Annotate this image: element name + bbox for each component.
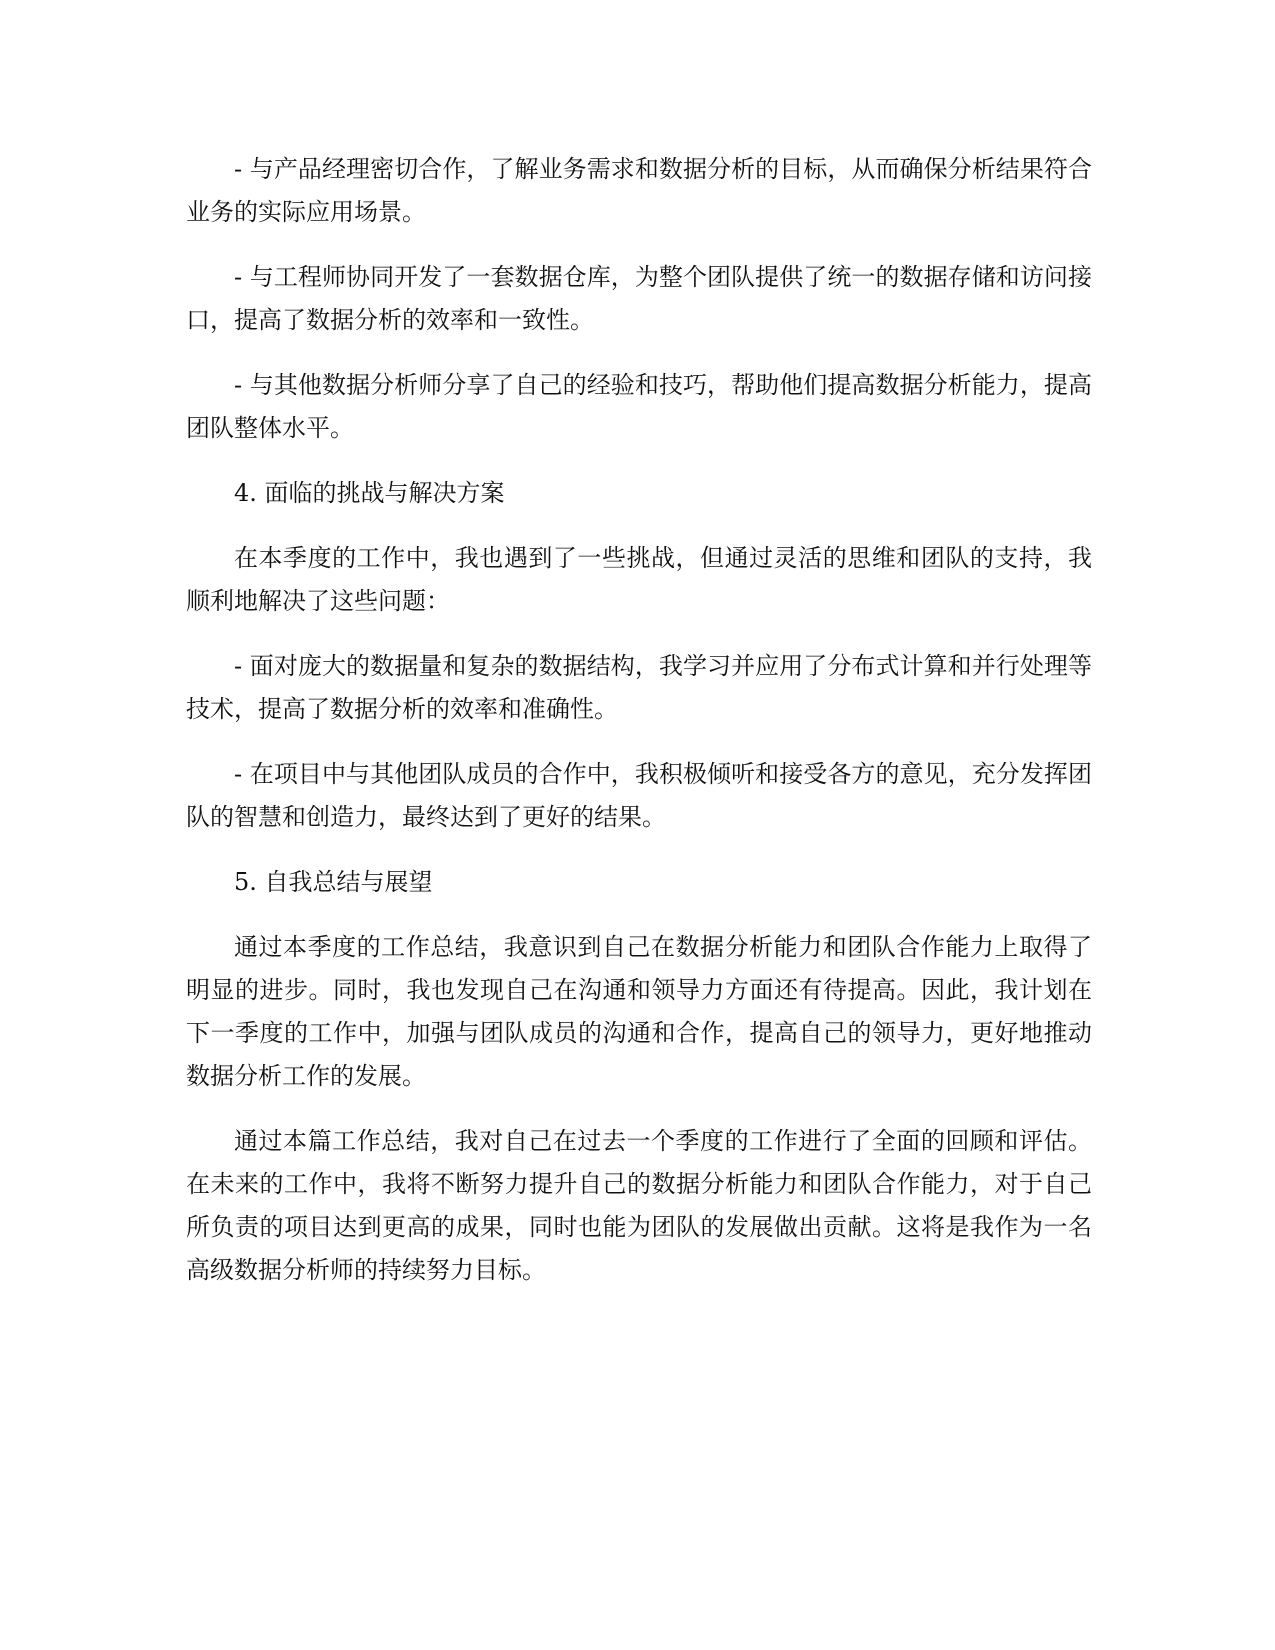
section-heading-summary: 5. 自我总结与展望: [234, 868, 433, 896]
section-heading-challenges: 4. 面临的挑战与解决方案: [234, 479, 505, 507]
bullet-collaboration-engineers: - 与工程师协同开发了一套数据仓库，为整个团队提供了统一的数据存储和访问接口，提高了数据分析的效率和一致性。: [186, 263, 1092, 334]
challenges-intro-paragraph: 在本季度的工作中，我也遇到了一些挑战，但通过灵活的思维和团队的支持，我顺利地解决了这些问题：: [186, 544, 1092, 615]
bullet-collaboration-product-manager: - 与产品经理密切合作，了解业务需求和数据分析的目标，从而确保分析结果符合业务的实际应用场景。: [186, 155, 1092, 226]
bullet-challenge-data-volume: - 面对庞大的数据量和复杂的数据结构，我学习并应用了分布式计算和并行处理等技术，提高了数据分析的效率和准确性。: [186, 652, 1092, 723]
bullet-collaboration-analysts: - 与其他数据分析师分享了自己的经验和技巧，帮助他们提高数据分析能力，提高团队整体水平。: [186, 371, 1092, 442]
bullet-challenge-team-cooperation: - 在项目中与其他团队成员的合作中，我积极倾听和接受各方的意见，充分发挥团队的智慧和创造力，最终达到了更好的结果。: [186, 760, 1092, 831]
summary-paragraph: 通过本季度的工作总结，我意识到自己在数据分析能力和团队合作能力上取得了明显的进步。同时，我也发现自己在沟通和领导力方面还有待提高。因此，我计划在下一季度的工作中，加强与团队成员的沟通和合作，提高自己的领导力，更好地推动数据分析工作的发展。: [186, 933, 1092, 1090]
closing-paragraph: 通过本篇工作总结，我对自己在过去一个季度的工作进行了全面的回顾和评估。在未来的工作中，我将不断努力提升自己的数据分析能力和团队合作能力，对于自己所负责的项目达到更高的成果，同时也能为团队的发展做出贡献。这将是我作为一名高级数据分析师的持续努力目标。: [186, 1127, 1092, 1284]
document-body: [186, 148, 1092, 1314]
